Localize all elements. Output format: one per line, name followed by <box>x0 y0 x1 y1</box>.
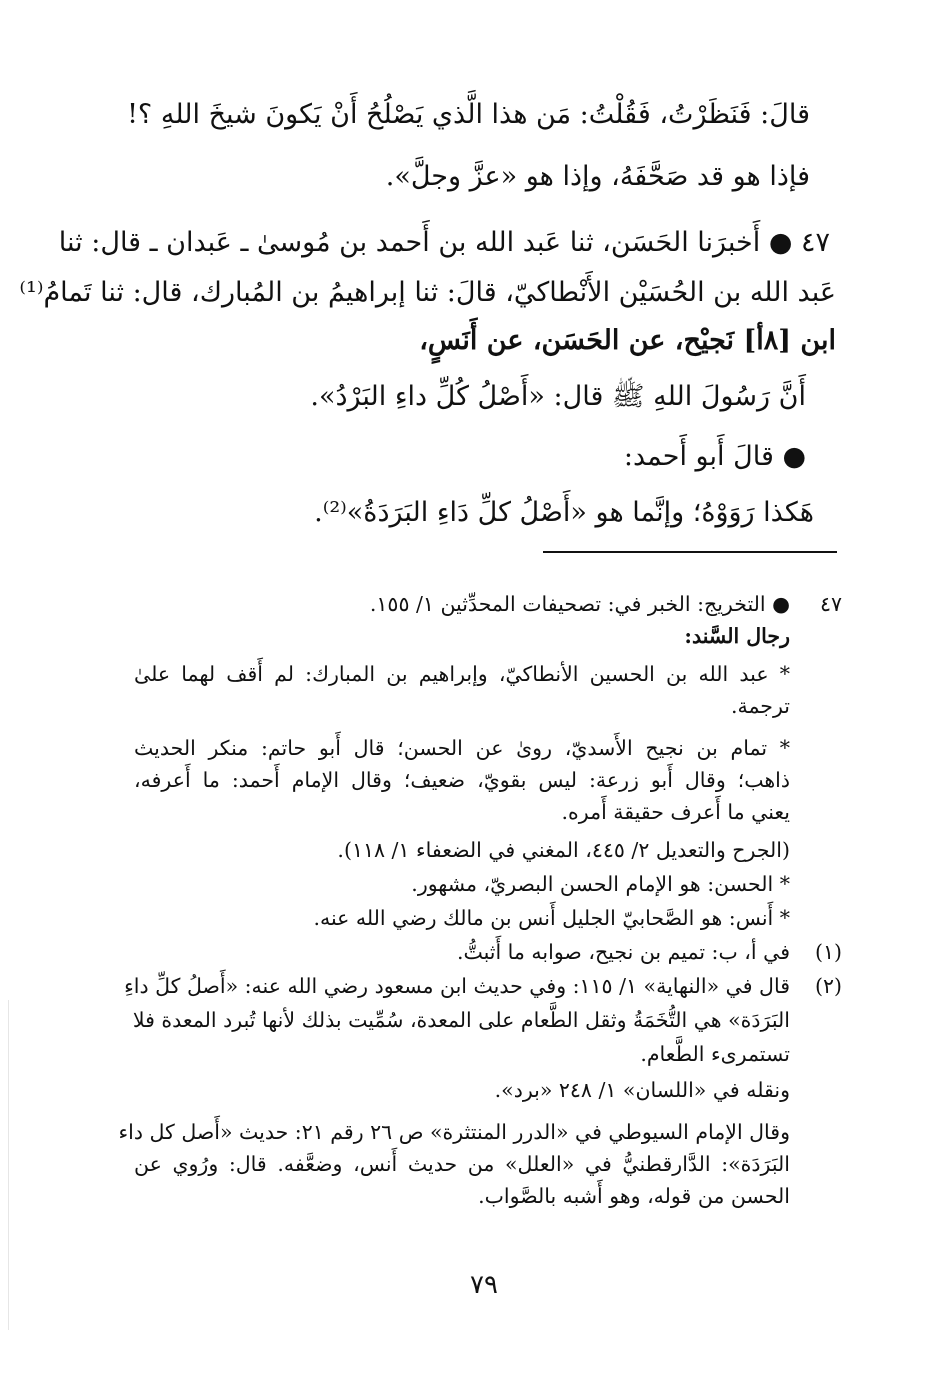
footnote-2-line-2: البَرَدَة» هي التُّخَمَةُ وثقل الطَّعام على المعدة، سُمِّيت بذلك لأنها تُبرد المعدة فلا <box>132 1008 790 1032</box>
main-line-8: هَكذا رَوَوْهُ؛ وإنَّما هو «أَصْلُ كلِّ دَاءِ البَرَدَةُ»⁽²⁾. <box>314 497 814 528</box>
footnote-rijal-heading: رجال السَّند: <box>684 624 790 648</box>
footnote-2-line-1: قال في «النهاية» ١/ ١١٥: وفي حديث ابن مسعود رضي الله عنه: «أَصلُ كلِّ داءِ <box>124 974 790 998</box>
footnote-2-marker: (٢) <box>814 974 842 998</box>
main-line-2: فإذا هو قد صَحَّفَهُ، وإذا هو «عزَّ وجلَّ». <box>385 161 810 192</box>
footnote-2-line-5: وقال الإمام السيوطي في «الدرر المنتثرة» ص ٢٦ رقم ٢١: حديث «أَصل كل داء <box>118 1120 790 1144</box>
page-number: ٧٩ <box>470 1270 498 1300</box>
main-line-4: عَبد الله بن الحُسَيْن الأَنْطاكيّ، قالَ: ثنا إبراهيمُ بن المُبارك، قال: ثنا تَمامُ⁽¹⁾ <box>19 277 836 308</box>
footnote-line-7: يعني ما أَعرف حقيقة أَمره. <box>561 800 790 824</box>
footnote-line-10: * أَنس: هو الصَّحابيّ الجليل أَنس بن مالك رضي الله عنه. <box>313 906 790 930</box>
main-line-5: ابن [٨أ] نَجيْح، عن الحَسَن، عن أَنَسٍ، <box>419 325 836 356</box>
footnote-separator <box>543 551 837 553</box>
footnote-line-4: ترجمة. <box>730 694 790 718</box>
main-line-3: ٤٧ ● أَخبرَنا الحَسَن، ثنا عَبد الله بن أَحمد بن مُوسىٰ ـ عَبدان ـ قال: ثنا <box>58 227 830 258</box>
footnote-line-6: ذاهب؛ وقال أَبو زرعة: ليس بقويّ، ضعيف؛ وقال الإمام أَحمد: ما أَعرفه، <box>134 768 790 792</box>
footnote-line-9: * الحسن: هو الإمام الحسن البصريّ، مشهور. <box>411 872 790 896</box>
scan-edge-mark <box>8 1000 9 1330</box>
main-line-1: قالَ: فَنَظَرْتُ، فَقُلْتُ: مَن هذا الَّذي يَصْلُحُ أَنْ يَكونَ شيخَ اللهِ ؟! <box>127 99 810 130</box>
footnote-line-5: * تمام بن نجيح الأَسديّ، روىٰ عن الحسن؛ قال أَبو حاتم: منكر الحديث <box>134 736 790 760</box>
footnote-entry-number: ٤٧ <box>819 592 842 616</box>
footnote-takhrij: ● التخريج: الخبر في: تصحيفات المحدِّثين ١/ ١٥٥. <box>369 592 790 616</box>
footnote-line-3: * عبد الله بن الحسين الأنطاكيّ، وإبراهيم بن المبارك: لم أَقف لهما علىٰ <box>134 662 790 686</box>
footnote-2-line-3: تستمرىء الطَّعام. <box>640 1042 790 1066</box>
footnote-1-marker: (١) <box>814 940 842 964</box>
footnote-2-line-4: ونقله في «اللسان» ١/ ٢٤٨ «برد». <box>494 1078 790 1102</box>
main-line-6: أَنَّ رَسُولَ اللهِ ﷺ قال: «أَصْلُ كُلِّ داءِ البَرْدُ». <box>310 381 806 412</box>
footnote-2-line-6: البَرَدَة»: الدَّارقطنيُّ في «العلل» من حديث أَنس، وضعَّفه. قال: ورُوي عن <box>134 1152 790 1176</box>
main-line-7: ● قالَ أَبو أَحمد: <box>623 441 806 472</box>
footnote-1-text: في أ، ب: تميم بن نجيح، صوابه ما أَثبتُّ. <box>456 940 790 964</box>
footnote-sources: (الجرح والتعديل ٢/ ٤٤٥، المغني في الضعفاء ١/ ١١٨). <box>337 838 790 862</box>
footnote-2-line-7: الحسن من قوله، وهو أَشبه بالصَّواب. <box>478 1184 790 1208</box>
